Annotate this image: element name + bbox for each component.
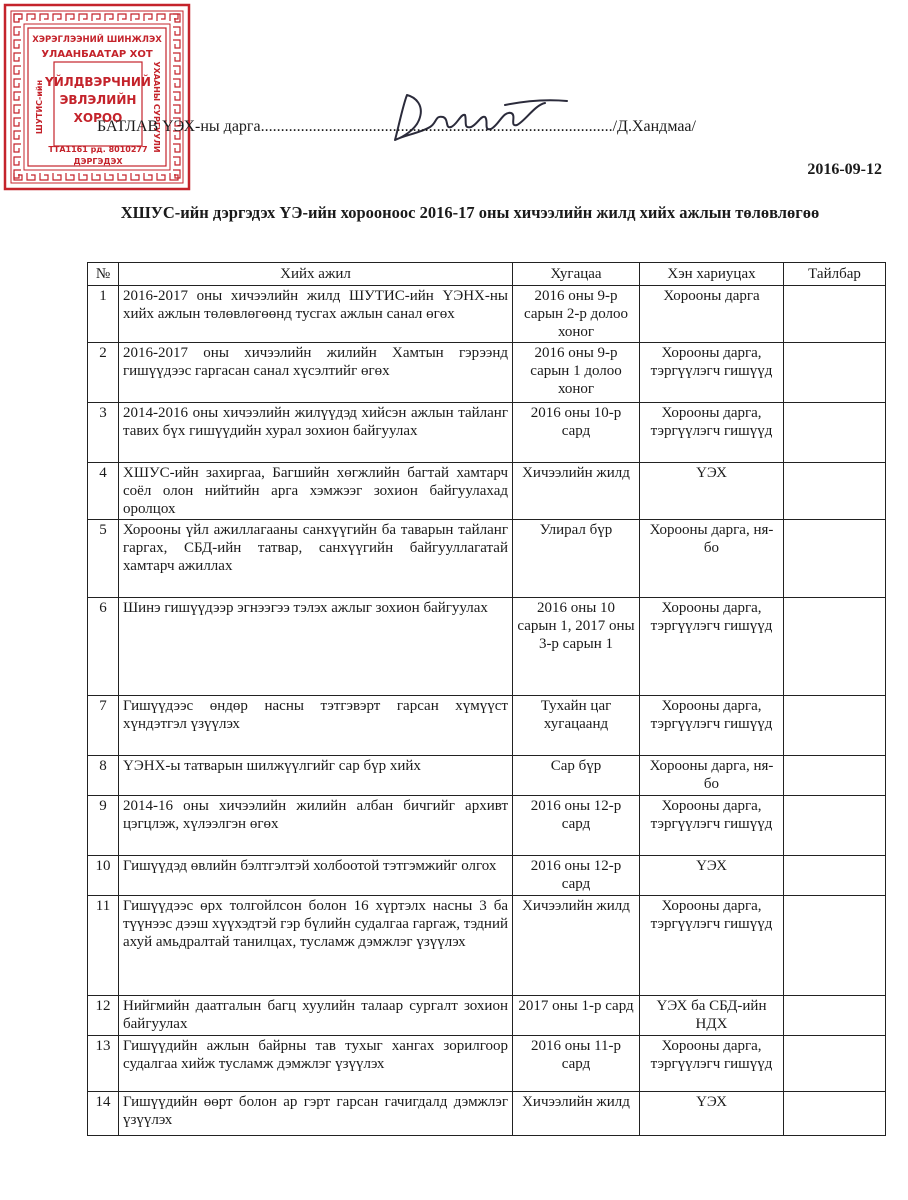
row-time: 2016 оны 10-р сард xyxy=(513,403,640,463)
row-task: Гишүүдээс өрх толгойлсон болон 16 хүртэлх насны 3 ба түүнээс дээш хүүхэдтэй гэр бүлийн судалгаа гаргаж, тэдний ахуй амьдралтай танилцах, тусламж дэмжлэг үзүүлэх xyxy=(119,896,513,996)
row-note xyxy=(784,796,886,856)
row-time: Хичээлийн жилд xyxy=(513,1092,640,1136)
table-row xyxy=(88,286,886,343)
row-responsible: Хорооны дарга, тэргүүлэгч гишүүд xyxy=(640,796,784,856)
row-responsible: Хорооны дарга, ня-бо xyxy=(640,520,784,598)
row-responsible: Хорооны дарга, тэргүүлэгч гишүүд xyxy=(640,598,784,696)
row-task: Гишүүдийн өөрт болон ар гэрт гарсан гачигдалд дэмжлэг үзүүлэх xyxy=(119,1092,513,1136)
document-title: ХШУС-ийн дэргэдэх ҮЭ-ийн хорооноос 2016-17 оны хичээлийн жилд хийх ажлын төлөвлөгөө xyxy=(120,203,820,222)
row-task: Хорооны үйл ажиллагааны санхүүгийн ба таварын тайланг гаргах, СБД-ийн татвар, санхүүгийн байгууллагатай хамтарч ажиллах xyxy=(119,520,513,598)
row-task: Шинэ гишүүдээр эгнээгээ тэлэх ажлыг зохион байгуулах xyxy=(119,598,513,696)
row-number: 10 xyxy=(88,856,119,896)
row-number: 4 xyxy=(88,463,119,520)
row-note xyxy=(784,856,886,896)
stamp-bottom-text: ДЭРГЭДЭХ xyxy=(73,157,123,166)
row-note xyxy=(784,1092,886,1136)
row-time: 2016 оны 9-р сарын 2-р долоо хоног xyxy=(513,286,640,343)
row-responsible: Хорооны дарга, ня-бо xyxy=(640,756,784,796)
row-number: 6 xyxy=(88,598,119,696)
row-time: 2016 оны 11-р сард xyxy=(513,1036,640,1092)
header-number: № xyxy=(88,263,119,286)
row-note xyxy=(784,403,886,463)
row-note xyxy=(784,1036,886,1092)
row-task: 2016-2017 оны хичээлийн жилд ШУТИС-ийн ҮЭНХ-ны хийх ажлын төлөвлөгөөнд тусгах ажлын санал өгөх xyxy=(119,286,513,343)
row-number: 2 xyxy=(88,343,119,403)
stamp-right-text: УХААНЫ СУРГУУЛИ xyxy=(152,61,161,153)
approval-dots: ........................................................................................ xyxy=(260,118,613,135)
header-note: Тайлбар xyxy=(784,263,886,286)
table-row xyxy=(88,696,886,756)
row-responsible: Хорооны дарга, тэргүүлэгч гишүүд xyxy=(640,1036,784,1092)
table-row xyxy=(88,896,886,996)
row-time: Хичээлийн жилд xyxy=(513,896,640,996)
table-row xyxy=(88,598,886,696)
row-responsible: Хорооны дарга, тэргүүлэгч гишүүд xyxy=(640,343,784,403)
table-row xyxy=(88,520,886,598)
row-time: Сар бүр xyxy=(513,756,640,796)
header-task: Хийх ажил xyxy=(119,263,513,286)
row-task: Нийгмийн даатгалын багц хуулийн талаар сургалт зохион байгуулах xyxy=(119,996,513,1036)
row-time: Тухайн цаг хугацаанд xyxy=(513,696,640,756)
row-number: 11 xyxy=(88,896,119,996)
table-header-row xyxy=(88,263,886,286)
row-responsible: ҮЭХ ба СБД-ийн НДХ xyxy=(640,996,784,1036)
row-note xyxy=(784,996,886,1036)
row-responsible: ҮЭХ xyxy=(640,1092,784,1136)
row-task: ҮЭНХ-ы татварын шилжүүлгийг сар бүр хийх xyxy=(119,756,513,796)
header-responsible: Хэн хариуцах xyxy=(640,263,784,286)
header-time: Хугацаа xyxy=(513,263,640,286)
row-number: 7 xyxy=(88,696,119,756)
table-row xyxy=(88,756,886,796)
row-task: Гишүүдэд өвлийн бэлтгэлтэй холбоотой тэтгэмжийг олгох xyxy=(119,856,513,896)
stamp-left-text: ШУТИС-ийн xyxy=(35,79,44,135)
document-date: 2016-09-12 xyxy=(807,161,882,178)
stamp-city: УЛААНБААТАР ХОТ xyxy=(41,49,153,60)
stamp-center-1: ҮЙЛДВЭРЧНИЙ xyxy=(45,75,151,89)
row-number: 14 xyxy=(88,1092,119,1136)
row-number: 8 xyxy=(88,756,119,796)
row-note xyxy=(784,286,886,343)
row-time: 2016 оны 9-р сарын 1 долоо хоног xyxy=(513,343,640,403)
row-responsible: Хорооны дарга, тэргүүлэгч гишүүд xyxy=(640,896,784,996)
row-responsible: Хорооны дарга, тэргүүлэгч гишүүд xyxy=(640,696,784,756)
table-row xyxy=(88,1092,886,1136)
work-plan-table xyxy=(87,262,886,1136)
approval-line xyxy=(97,118,877,136)
row-note xyxy=(784,343,886,403)
table-row xyxy=(88,463,886,520)
row-note xyxy=(784,520,886,598)
row-responsible: Хорооны дарга, тэргүүлэгч гишүүд xyxy=(640,403,784,463)
row-number: 1 xyxy=(88,286,119,343)
row-note xyxy=(784,756,886,796)
table-row xyxy=(88,403,886,463)
table-row xyxy=(88,796,886,856)
row-time: Хичээлийн жилд xyxy=(513,463,640,520)
row-number: 3 xyxy=(88,403,119,463)
row-note xyxy=(784,598,886,696)
stamp-top-text: ХЭРЭГЛЭЭНИЙ ШИНЖЛЭХ xyxy=(32,35,162,45)
row-responsible: Хорооны дарга xyxy=(640,286,784,343)
stamp-center-2: ЭВЛЭЛИЙН xyxy=(59,93,137,107)
row-time: 2017 оны 1-р сард xyxy=(513,996,640,1036)
approval-label: БАТЛАВ ҮЭХ-ны дарга xyxy=(97,118,261,135)
row-task: 2014-2016 оны хичээлийн жилүүдэд хийсэн ажлын тайланг тавих бүх гишүүдийн хурал зохион байгуулах xyxy=(119,403,513,463)
row-note xyxy=(784,463,886,520)
row-time: 2016 оны 10 сарын 1, 2017 оны 3-р сарын 1 xyxy=(513,598,640,696)
row-number: 13 xyxy=(88,1036,119,1092)
row-number: 12 xyxy=(88,996,119,1036)
row-number: 5 xyxy=(88,520,119,598)
official-stamp xyxy=(2,2,192,192)
row-responsible: ҮЭХ xyxy=(640,463,784,520)
row-task: Гишүүдийн ажлын байрны тав тухыг хангах зорилгоор судалгаа хийж тусламж дэмжлэг үзүүлэх xyxy=(119,1036,513,1092)
table-row xyxy=(88,343,886,403)
row-note xyxy=(784,696,886,756)
table-row xyxy=(88,856,886,896)
row-number: 9 xyxy=(88,796,119,856)
approver-name: /Д.Хандмаа/ xyxy=(612,118,696,135)
row-time: 2016 оны 12-р сард xyxy=(513,856,640,896)
row-note xyxy=(784,896,886,996)
row-task: ХШУС-ийн захиргаа, Багшийн хөгжлийн багтай хамтарч соёл олон нийтийн арга хэмжээг зохион байгуулахад оролцох xyxy=(119,463,513,520)
row-responsible: ҮЭХ xyxy=(640,856,784,896)
row-task: 2014-16 оны хичээлийн жилийн албан бичгийг архивт цэгцлэж, хүлээлгэн өгөх xyxy=(119,796,513,856)
row-time: 2016 оны 12-р сард xyxy=(513,796,640,856)
stamp-center-3: ХОРОО xyxy=(73,111,123,125)
row-time: Улирал бүр xyxy=(513,520,640,598)
row-task: 2016-2017 оны хичээлийн жилийн Хамтын гэрээнд гишүүдээс гаргасан санал хүсэлтийг өгөх xyxy=(119,343,513,403)
table-row xyxy=(88,996,886,1036)
table-row xyxy=(88,1036,886,1092)
row-task: Гишүүдээс өндөр насны тэтгэвэрт гарсан хүмүүст хүндэтгэл үзүүлэх xyxy=(119,696,513,756)
stamp-reg: ТТА1161 рд. 8010277 xyxy=(48,145,148,154)
